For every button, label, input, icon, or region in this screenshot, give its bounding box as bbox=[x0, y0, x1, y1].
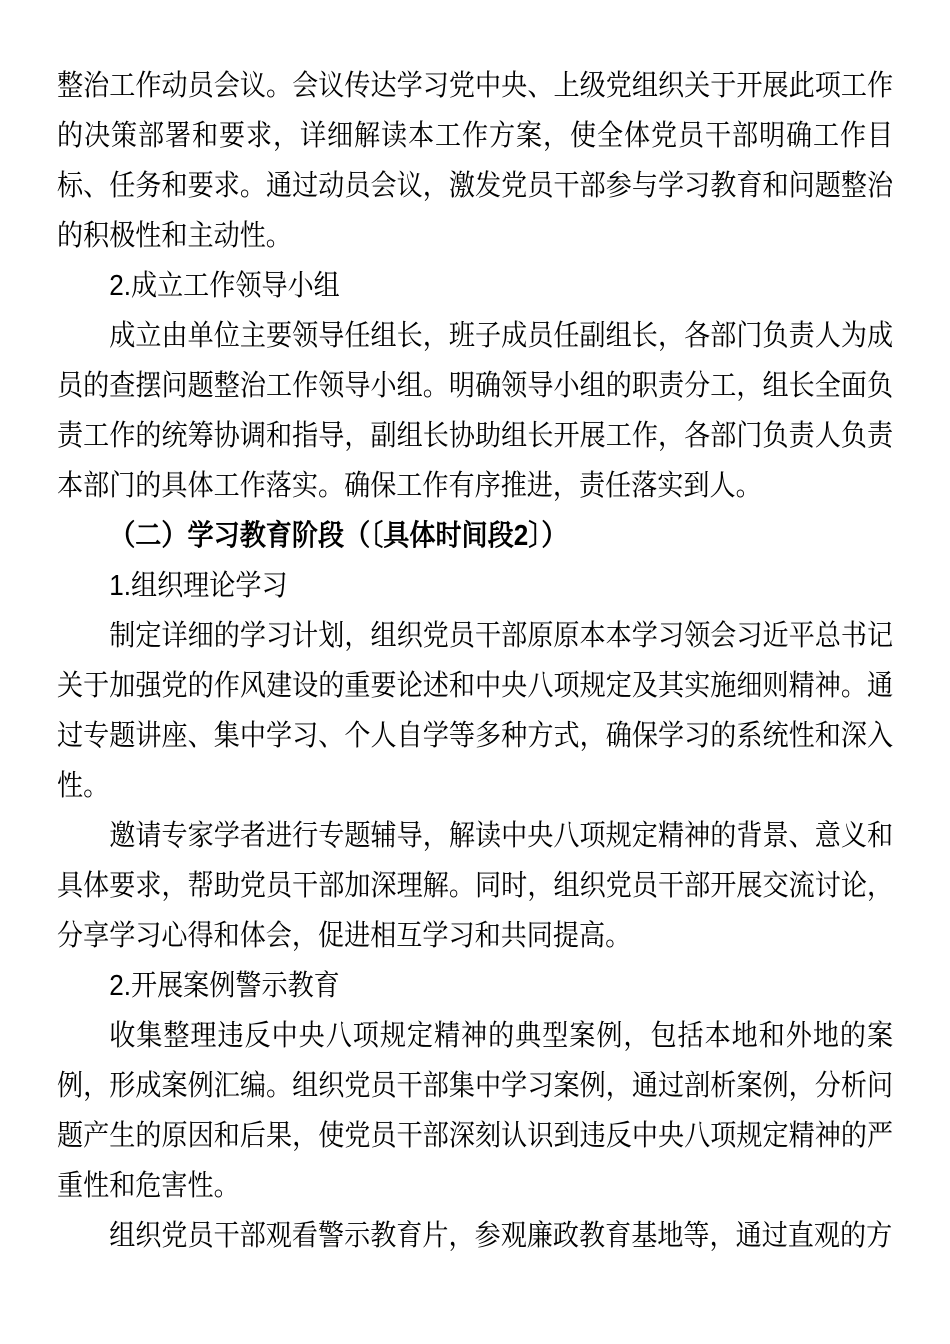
paragraph-case-collection-analysis: 收集整理违反中央八项规定精神的典型案例，包括本地和外地的案例，形成案例汇编。组织党员干部集中学习案例，通过剖析案例，分析问题产生的原因和后果，使党员干部深刻认识到违反中央八项规定精神的严重性和危害性。 bbox=[57, 1020, 894, 1202]
paragraph-leading-group-details: 成立由单位主要领导任组长，班子成员任副组长，各部门负责人为成员的查摆问题整治工作领导小组。明确领导小组的职责分工，组长全面负责工作的统筹协调和指导，副组长协助组长开展工作，各部门负责人负责本部门的具体工作落实。确保工作有序推进，责任落实到人。 bbox=[57, 320, 894, 502]
heading-study-education-phase: （二）学习教育阶段（〔具体时间段2〕） bbox=[109, 520, 568, 552]
subheading-establish-leading-group: 2.成立工作领导小组 bbox=[109, 270, 340, 302]
paragraph-warning-films-visits: 组织党员干部观看警示教育片，参观廉政教育基地等，通过直观的方 bbox=[109, 1220, 893, 1252]
subheading-case-warning-education: 2.开展案例警示教育 bbox=[109, 970, 340, 1002]
paragraph-expert-lectures-discussion: 邀请专家学者进行专题辅导，解读中央八项规定精神的背景、意义和具体要求，帮助党员干部加深理解。同时，组织党员干部开展交流讨论，分享学习心得和体会，促进相互学习和共同提高。 bbox=[57, 820, 894, 952]
document-text-block bbox=[57, 61, 893, 1261]
subheading-organize-theory-study: 1.组织理论学习 bbox=[109, 570, 288, 602]
paragraph-mobilization-meeting-continuation: 整治工作动员会议。会议传达学习党中央、上级党组织关于开展此项工作的决策部署和要求，详细解读本工作方案，使全体党员干部明确工作目标、任务和要求。通过动员会议，激发党员干部参与学习教育和问题整治的积极性和主动性。 bbox=[57, 70, 894, 252]
paragraph-study-plan: 制定详细的学习计划，组织党员干部原原本本学习领会习近平总书记关于加强党的作风建设的重要论述和中央八项规定及其实施细则精神。通过专题讲座、集中学习、个人自学等多种方式，确保学习的系统性和深入性。 bbox=[57, 620, 894, 802]
